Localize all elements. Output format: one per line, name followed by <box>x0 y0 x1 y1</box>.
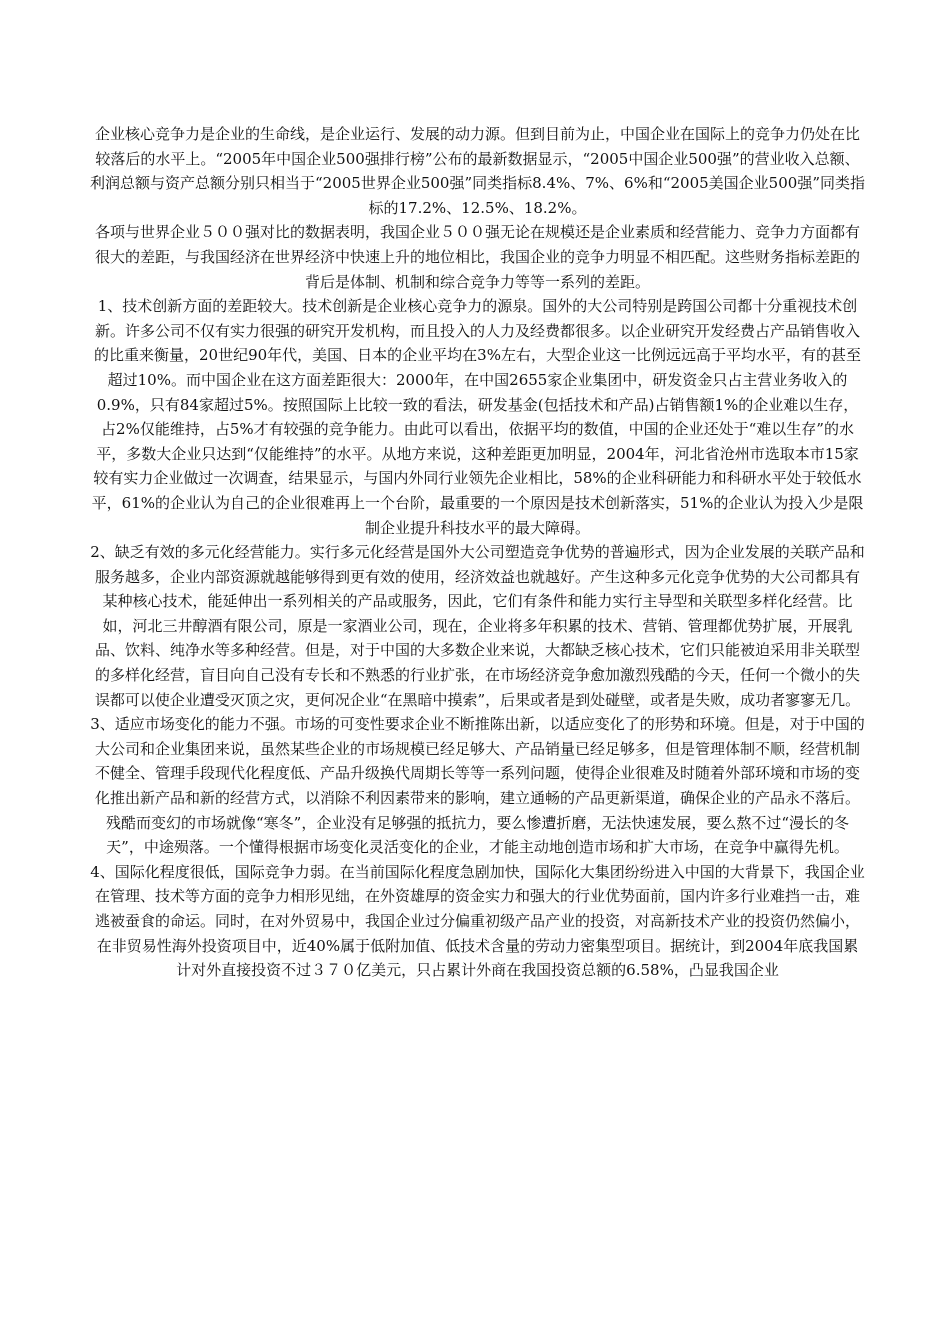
paragraph-intro: 企业核心竞争力是企业的生命线，是企业运行、发展的动力源。但到目前为止，中国企业在国际上的竞争力仍处在比较落后的水平上。“2005年中国企业500强排行榜”公布的最新数据显示，“2005中国企业500强”的营业收入总额、利润总额与资产总额分别只相当于“2005世界企业500强”同类指标8.4%、7%、6%和“2005美国企业500强”同类指标的17.2%、12.5%、18.2%。 <box>90 125 865 217</box>
paragraph-market-adaptation: 3、适应市场变化的能力不强。市场的可变性要求企业不断推陈出新，以适应变化了的形势和环境。但是，对于中国的大公司和企业集团来说，虽然某些企业的市场规模已经足够大、产品销量已经足够多，但是管理体制不顺，经营机制不健全、管理手段现代化程度低、产品升级换代周期长等等一系列问题，使得企业很难及时随着外部环境和市场的变化推出新产品和新的经营方式，以消除不利因素带来的影响，建立通畅的产品更新渠道，确保企业的产品永不落后。残酷而变幻的市场就像“寒冬”，企业没有足够强的抵抗力，要么惨遭折磨，无法快速发展，要么熬不过“漫长的冬天”，中途殒落。一个懂得根据市场变化灵活变化的企业，才能主动地创造市场和扩大市场，在竞争中赢得先机。 <box>90 715 865 857</box>
document-body <box>90 122 865 983</box>
paragraph-tech-innovation: 1、技术创新方面的差距较大。技术创新是企业核心竞争力的源泉。国外的大公司特别是跨国公司都十分重视技术创新。许多公司不仅有实力很强的研究开发机构，而且投入的人力及经费都很多。以企业研究开发经费占产品销售收入的比重来衡量，20世纪90年代，美国、日本的企业平均在3%左右，大型企业这一比例远远高于平均水平，有的甚至超过10%。而中国企业在这方面差距很大：2000年，在中国2655家企业集团中，研发资金只占主营业务收入的0.9%，只有84家超过5%。按照国际上比较一致的看法，研发基金(包括技术和产品)占销售额1%的企业难以生存，占2%仅能维持，占5%才有较强的竞争能力。由此可以看出，依据平均的数值，中国的企业还处于“难以生存”的水平，多数大企业只达到“仅能维持”的水平。从地方来说，这种差距更加明显，2004年，河北省沧州市选取本市15家较有实力企业做过一次调查，结果显示，与国内外同行业领先企业相比，58%的企业科研能力和科研水平处于较低水平，61%的企业认为自己的企业很难再上一个台阶，最重要的一个原因是技术创新落实，51%的企业认为投入少是限制企业提升科技水平的最大障碍。 <box>91 297 864 537</box>
paragraph-internationalization: 4、国际化程度很低，国际竞争力弱。在当前国际化程度急剧加快，国际化大集团纷纷进入中国的大背景下，我国企业在管理、技术等方面的竞争力相形见绌，在外资雄厚的资金实力和强大的行业优势面前，国内许多行业难挡一击，难逃被蚕食的命运。同时，在对外贸易中，我国企业过分偏重初级产品产业的投资，对高新技术产业的投资仍然偏小，在非贸易性海外投资项目中，近40%属于低附加值、低技术含量的劳动力密集型项目。据统计，到2004年底我国累计对外直接投资不过３７０亿美元，只占累计外商在我国投资总额的6.58%，凸显我国企业 <box>90 862 865 980</box>
paragraph-diversification: 2、缺乏有效的多元化经营能力。实行多元化经营是国外大公司塑造竞争优势的普遍形式，因为企业发展的关联产品和服务越多，企业内部资源就越能够得到更有效的使用，经济效益也就越好。产生这种多元化竞争优势的大公司都具有某种核心技术，能延伸出一系列相关的产品或服务，因此，它们有条件和能力实行主导型和关联型多样化经营。比如，河北三井醇酒有限公司，原是一家酒业公司，现在，企业将多年积累的技术、营销、管理都优势扩展，开展乳品、饮料、纯净水等多种经营。但是，对于中国的大多数企业来说，大都缺乏核心技术，它们只能被迫采用非关联型的多样化经营，盲目向自己没有专长和不熟悉的行业扩张，在市场经济竞争愈加激烈残酷的今天，任何一个微小的失误都可以使企业遭受灭顶之灾，更何况企业“在黑暗中摸索”，后果或者是到处碰壁，或者是失败，成功者寥寥无几。 <box>90 543 865 709</box>
paragraph-comparison: 各项与世界企业５００强对比的数据表明，我国企业５００强无论在规模还是企业素质和经营能力、竞争力方面都有很大的差距，与我国经济在世界经济中快速上升的地位相比，我国企业的竞争力明显不相匹配。这些财务指标差距的背后是体制、机制和综合竞争力等等一系列的差距。 <box>94 223 860 291</box>
